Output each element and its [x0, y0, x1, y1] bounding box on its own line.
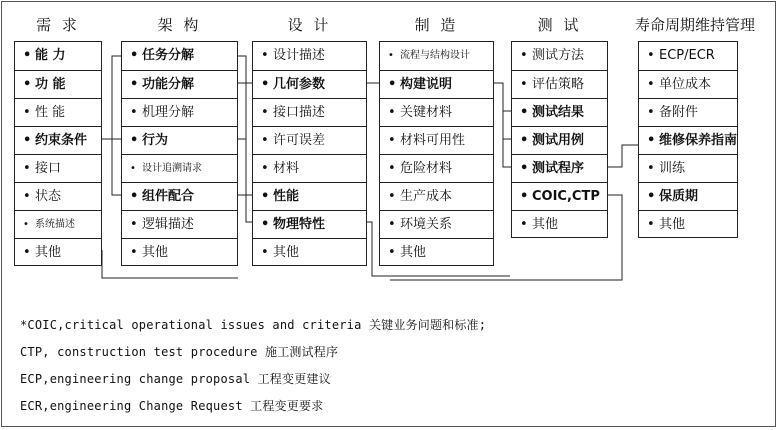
bullet-icon: • [520, 189, 529, 204]
column-header-5: 寿命周期维持管理 [634, 16, 755, 34]
item-label: 构建说明 [400, 77, 453, 92]
bullet-icon: • [261, 189, 270, 204]
bullet-icon: • [520, 133, 529, 148]
bullet-icon: • [388, 133, 396, 148]
bullet-icon: • [388, 189, 396, 204]
item-1-0 [122, 42, 237, 70]
bullet-icon: • [261, 105, 269, 120]
connector-6 [238, 139, 252, 222]
bullet-icon: • [520, 77, 528, 92]
item-label: 设计追溯请求 [142, 163, 202, 174]
item-label: 接口描述 [273, 105, 326, 120]
item-label: 流程与结构设计 [400, 50, 470, 61]
item-label: 约束条件 [35, 133, 88, 148]
bullet-icon: • [647, 48, 655, 63]
item-5-5 [639, 182, 737, 210]
item-1-2 [122, 98, 237, 126]
item-1-3 [122, 126, 237, 154]
column-header-0: 需 求 [36, 16, 80, 34]
item-label: 逻辑描述 [142, 217, 195, 232]
item-label: 其他 [659, 217, 686, 232]
bullet-icon: • [647, 217, 655, 232]
item-label: 设计描述 [273, 48, 326, 63]
footnote-ecr: ECR,engineering Change Request 工程变更要求 [20, 399, 324, 413]
bullet-icon: • [388, 50, 394, 61]
column-box-5 [638, 41, 738, 238]
footnote-coic: *COIC,critical operational issues and criteria 关键业务问题和标准; [20, 318, 487, 332]
connector-14 [608, 145, 638, 167]
column-box-4 [511, 41, 608, 238]
item-label: 训练 [659, 161, 686, 176]
bullet-icon: • [130, 245, 138, 260]
item-2-1 [253, 70, 366, 98]
item-label: 接口 [35, 161, 62, 176]
bullet-icon: • [23, 105, 31, 120]
bullet-icon: • [130, 48, 139, 63]
item-3-7 [380, 238, 493, 266]
item-label: 能 力 [35, 48, 66, 63]
bullet-icon: • [23, 245, 31, 260]
item-label: 行为 [142, 133, 169, 148]
item-label: 其他 [142, 245, 169, 260]
item-label: 功 能 [35, 77, 66, 92]
item-5-4 [639, 154, 737, 182]
bullet-icon: • [520, 161, 529, 176]
bullet-icon: • [520, 48, 528, 63]
item-label: 机理分解 [142, 105, 195, 120]
bullet-icon: • [23, 48, 32, 63]
bullet-icon: • [130, 105, 138, 120]
item-label: 材料可用性 [400, 133, 466, 148]
item-0-6 [15, 210, 101, 238]
column-header-3: 制 造 [414, 16, 459, 34]
bullet-icon: • [261, 161, 269, 176]
item-3-0 [380, 42, 493, 70]
item-label: 性能 [273, 189, 300, 204]
item-label: 其他 [273, 245, 300, 260]
item-2-7 [253, 238, 366, 266]
item-label: 关键材料 [400, 105, 453, 120]
item-5-0 [639, 42, 737, 70]
item-1-6 [122, 210, 237, 238]
item-label: 状态 [35, 189, 62, 204]
item-4-2 [512, 98, 607, 126]
item-label: 其他 [400, 245, 427, 260]
connector-4 [238, 56, 252, 83]
item-label: 保质期 [659, 189, 699, 204]
connector-13 [494, 83, 511, 111]
item-4-4 [512, 154, 607, 182]
item-5-1 [639, 70, 737, 98]
item-0-3 [15, 126, 101, 154]
item-4-0 [512, 42, 607, 70]
column-box-0 [14, 41, 102, 266]
bullet-icon: • [647, 77, 655, 92]
bullet-icon: • [388, 105, 396, 120]
bullet-icon: • [130, 163, 136, 174]
item-1-5 [122, 182, 237, 210]
bullet-icon: • [261, 217, 270, 232]
item-4-3 [512, 126, 607, 154]
item-label: 其他 [35, 245, 62, 260]
item-2-6 [253, 210, 366, 238]
bullet-icon: • [130, 77, 139, 92]
bullet-icon: • [130, 189, 139, 204]
item-5-3 [639, 126, 737, 154]
bullet-icon: • [23, 77, 32, 92]
connector-1 [102, 139, 121, 195]
footnote-ecp: ECP,engineering change proposal 工程变更建议 [20, 372, 331, 386]
item-3-5 [380, 182, 493, 210]
column-box-2 [252, 41, 367, 266]
column-box-1 [121, 41, 238, 266]
item-5-2 [639, 98, 737, 126]
item-label: 其他 [532, 217, 559, 232]
item-label: 备附件 [659, 105, 699, 120]
bullet-icon: • [23, 189, 31, 204]
bullet-icon: • [23, 133, 32, 148]
item-2-2 [253, 98, 366, 126]
item-label: 测试程序 [532, 161, 585, 176]
bullet-icon: • [23, 161, 31, 176]
item-0-0 [15, 42, 101, 70]
bullet-icon: • [388, 161, 396, 176]
bullet-icon: • [261, 77, 270, 92]
bullet-icon: • [261, 48, 269, 63]
item-label: 单位成本 [659, 77, 712, 92]
item-3-4 [380, 154, 493, 182]
bullet-icon: • [261, 245, 269, 260]
bullet-icon: • [520, 105, 529, 120]
item-label: 材料 [273, 161, 300, 176]
item-3-2 [380, 98, 493, 126]
bullet-icon: • [388, 77, 397, 92]
bullet-icon: • [647, 105, 655, 120]
item-3-3 [380, 126, 493, 154]
bullet-icon: • [647, 133, 656, 148]
column-header-4: 测 试 [537, 16, 582, 34]
bullet-icon: • [130, 133, 139, 148]
item-label: 评估策略 [532, 77, 585, 92]
item-4-5 [512, 182, 607, 210]
item-label: 功能分解 [142, 77, 195, 92]
item-2-5 [253, 182, 366, 210]
item-4-6 [512, 210, 607, 238]
column-header-1: 架 构 [157, 16, 202, 34]
bullet-icon: • [647, 189, 656, 204]
item-label: COIC,CTP [532, 189, 600, 204]
item-0-7 [15, 238, 101, 266]
item-label: 性 能 [35, 105, 66, 120]
item-1-7 [122, 238, 237, 266]
item-3-1 [380, 70, 493, 98]
item-label: 组件配合 [142, 189, 195, 204]
item-label: 生产成本 [400, 189, 453, 204]
bullet-icon: • [388, 245, 396, 260]
item-0-1 [15, 70, 101, 98]
item-label: 几何参数 [273, 77, 326, 92]
bullet-icon: • [23, 219, 29, 230]
item-0-4 [15, 154, 101, 182]
item-5-6 [639, 210, 737, 238]
item-label: 系统描述 [35, 219, 75, 230]
item-label: 危险材料 [400, 161, 453, 176]
bullet-icon: • [388, 217, 396, 232]
item-label: 物理特性 [273, 217, 326, 232]
item-2-0 [253, 42, 366, 70]
item-label: 环境关系 [400, 217, 453, 232]
item-label: 任务分解 [142, 48, 195, 63]
item-2-3 [253, 126, 366, 154]
item-label: 维修保养指南 [659, 133, 737, 148]
item-label: 测试结果 [532, 105, 585, 120]
footnote-ctp: CTP, construction test procedure 施工测试程序 [20, 345, 339, 359]
item-1-1 [122, 70, 237, 98]
item-0-5 [15, 182, 101, 210]
item-4-1 [512, 70, 607, 98]
bullet-icon: • [520, 217, 528, 232]
column-header-2: 设 计 [287, 16, 332, 34]
column-box-3 [379, 41, 494, 266]
item-label: 测试用例 [532, 133, 585, 148]
item-3-6 [380, 210, 493, 238]
connector-0 [102, 56, 121, 139]
item-0-2 [15, 98, 101, 126]
item-label: ECP/ECR [659, 48, 715, 63]
bullet-icon: • [647, 161, 655, 176]
item-1-4 [122, 154, 237, 182]
item-label: 测试方法 [532, 48, 585, 63]
bullet-icon: • [130, 217, 138, 232]
item-label: 许可误差 [273, 133, 326, 148]
item-2-4 [253, 154, 366, 182]
bullet-icon: • [261, 133, 269, 148]
